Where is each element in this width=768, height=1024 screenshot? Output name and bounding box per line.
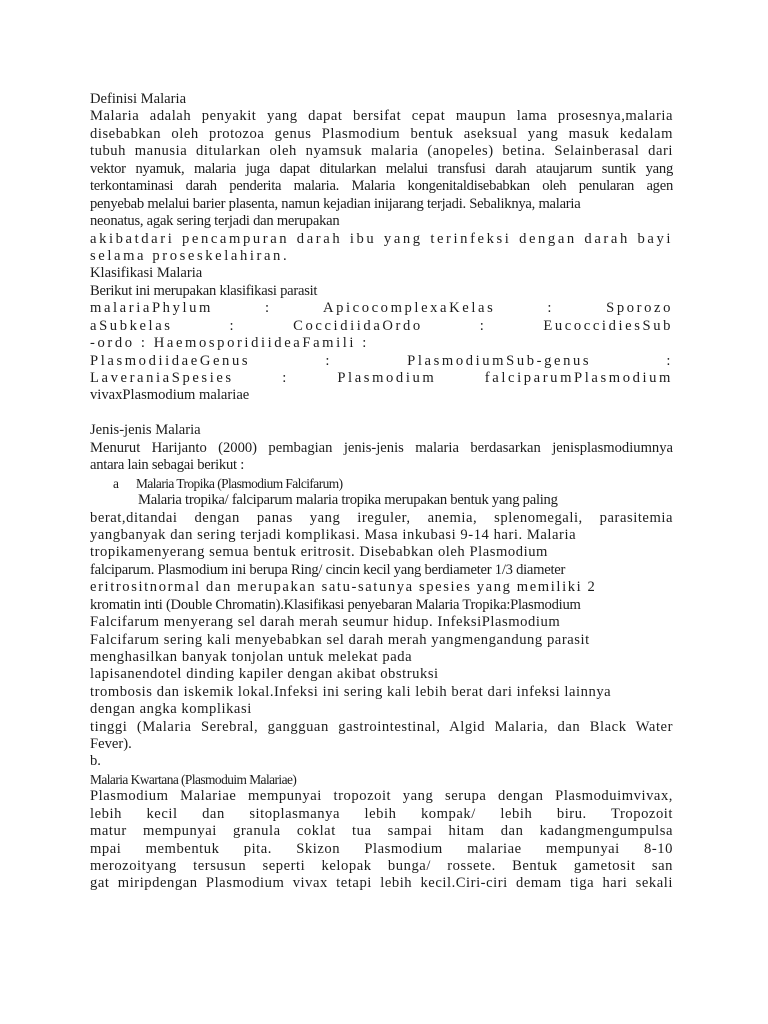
text-line: Plasmodium Malariae mempunyai tropozoit yang serupa dengan Plasmoduimvivax, xyxy=(90,788,673,804)
heading-klasifikasi: Klasifikasi Malaria xyxy=(90,265,203,281)
text-line: penyebab melalui barier plasenta, namun kejadian inijarang terjadi. Sebaliknya, malaria xyxy=(90,196,581,212)
classification-line: malariaPhylum : ApicocomplexaKelas : Sporozo xyxy=(90,300,673,316)
text-line: disebabkan oleh protozoa genus Plasmodium bentuk aseksual yang masuk kedalam xyxy=(90,126,673,142)
text-line: tubuh manusia ditularkan oleh nyamsuk malaria (anopeles) betina. Selainberasal dari xyxy=(90,143,673,159)
text-line: mpai membentuk pita. Skizon Plasmodium malariae mempunyai 8-10 xyxy=(90,841,673,857)
text-line: neonatus, agak sering terjadi dan merupakan xyxy=(90,213,340,229)
text-line: Berikut ini merupakan klasifikasi parasit xyxy=(90,283,318,299)
text-line: Malaria adalah penyakit yang dapat bersifat cepat maupun lama prosesnya,malaria xyxy=(90,108,673,124)
text-line: Falcifarum sering kali menyebabkan sel darah merah yangmengandung parasit xyxy=(90,632,590,648)
text-line: berat,ditandai dengan panas yang ireguler, anemia, splenomegali, parasitemia xyxy=(90,510,673,526)
text-line: merozoityang tersusun seperti kelopak bunga/ rossete. Bentuk gametosit san xyxy=(90,858,673,874)
text-line: Malaria tropika/ falciparum malaria tropika merupakan bentuk yang paling xyxy=(138,492,558,508)
classification-line: aSubkelas : CoccidiidaOrdo : EucoccidiesSub xyxy=(90,318,673,334)
text-line: terkontaminasi darah penderita malaria. Malaria kongenitaldisebabkan oleh penularan agen xyxy=(90,178,673,194)
text-line: yangbanyak dan sering terjadi komplikasi. Masa inkubasi 9-14 hari. Malaria xyxy=(90,527,577,543)
text-line: eritrositnormal dan merupakan satu-satunya spesies yang memiliki 2 xyxy=(90,579,597,595)
text-line: Falcifarum menyerang sel darah merah seumur hidup. InfeksiPlasmodium xyxy=(90,614,561,630)
list-marker-b: b. xyxy=(90,753,101,769)
text-line: tinggi (Malaria Serebral, gangguan gastrointestinal, Algid Malaria, dan Black Water xyxy=(90,719,673,735)
text-line: lapisanendotel dinding kapiler dengan akibat obstruksi xyxy=(90,666,439,682)
text-line: selama proseskelahiran. xyxy=(90,248,290,264)
text-line: Menurut Harijanto (2000) pembagian jenis-jenis malaria berdasarkan jenisplasmodiumnya xyxy=(90,440,673,456)
subheading-malaria-tropika: Malaria Tropika (Plasmodium Falcifarum) xyxy=(136,476,343,491)
text-line: trombosis dan iskemik lokal.Infeksi ini sering kali lebih berat dari infeksi lainnya xyxy=(90,684,612,700)
text-line: dengan angka komplikasi xyxy=(90,701,252,717)
text-line: kromatin inti (Double Chromatin).Klasifikasi penyebaran Malaria Tropika:Plasmodium xyxy=(90,597,581,613)
text-line: lebih kecil dan sitoplasmanya lebih kompak/ lebih biru. Tropozoit xyxy=(90,806,673,822)
subheading-malaria-kwartana: Malaria Kwartana (Plasmoduim Malariae) xyxy=(90,772,297,787)
text-line: akibatdari pencampuran darah ibu yang terinfeksi dengan darah bayi xyxy=(90,231,673,247)
classification-line: -ordo : HaemosporidiideaFamili : xyxy=(90,335,369,351)
classification-line: PlasmodiidaeGenus : PlasmodiumSub-genus : xyxy=(90,353,673,369)
list-marker-a: a xyxy=(113,476,119,491)
text-line: antara lain sebagai berikut : xyxy=(90,457,245,473)
text-line: Fever). xyxy=(90,736,132,752)
classification-line: vivaxPlasmodium malariae xyxy=(90,387,250,403)
text-line: vektor nyamuk, malaria juga dapat ditularkan melalui transfusi darah ataujarum suntik yang xyxy=(90,161,673,177)
classification-line: LaveraniaSpesies : Plasmodium falciparumPlasmodium xyxy=(90,370,673,386)
text-line: matur mempunyai granula coklat tua sampai hitam dan kadangmengumpulsa xyxy=(90,823,673,839)
text-line: falciparum. Plasmodium ini berupa Ring/ cincin kecil yang berdiameter 1/3 diameter xyxy=(90,562,566,578)
text-line: tropikamenyerang semua bentuk eritrosit. Disebabkan oleh Plasmodium xyxy=(90,544,548,560)
text-line: gat miripdengan Plasmodium vivax tetapi lebih kecil.Ciri-ciri demam tiga hari sekali xyxy=(90,875,673,891)
heading-definisi: Definisi Malaria xyxy=(90,91,187,107)
heading-jenis: Jenis-jenis Malaria xyxy=(90,422,201,438)
text-line: menghasilkan banyak tonjolan untuk melekat pada xyxy=(90,649,413,665)
